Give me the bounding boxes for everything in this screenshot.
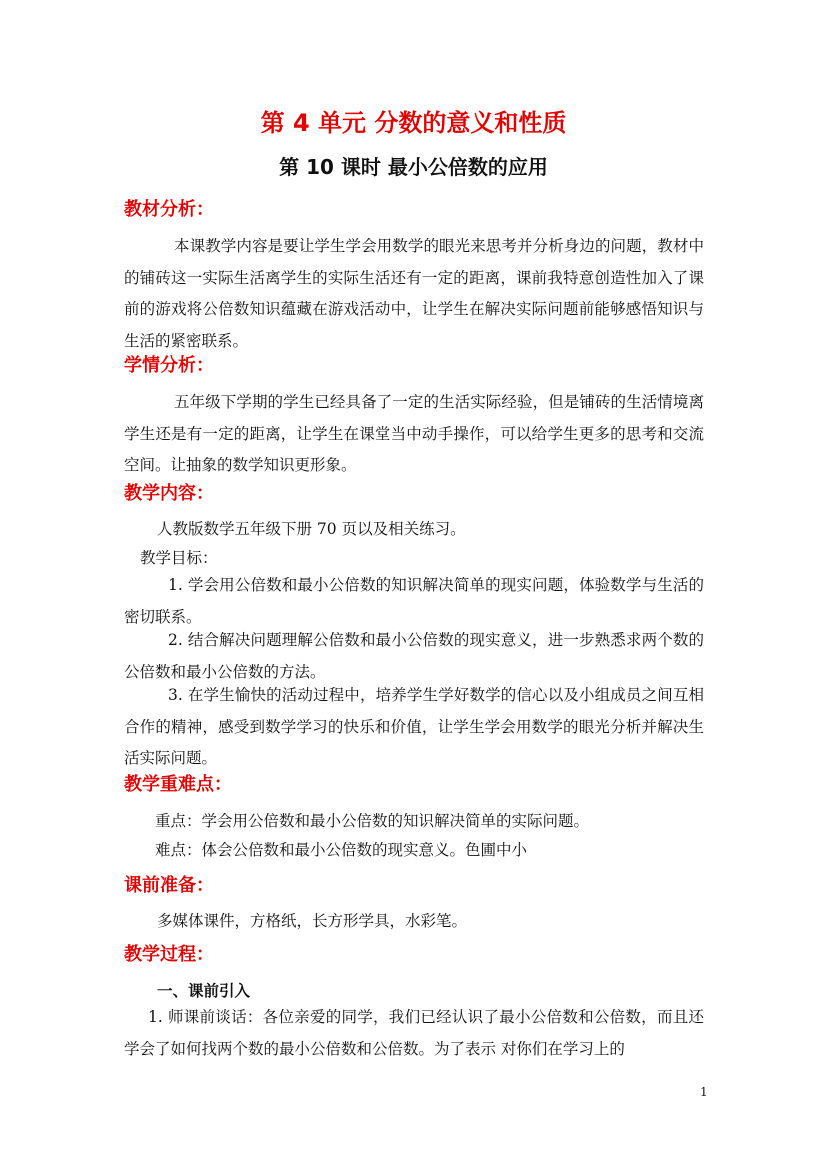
- textbook-reference: 人教版数学五年级下册 70 页以及相关练习。: [157, 520, 466, 538]
- student-analysis-text: 五年级下学期的学生已经具备了一定的生活实际经验，但是铺砖的生活情境离学生还是有一定的距离，让学生在课堂当中动手操作，可以给学生更多的思考和交流空间。让抽象的数学知识更形象。: [124, 393, 704, 474]
- material-analysis-heading: 教材分析：: [124, 199, 214, 220]
- difficult-point: 难点：体会公倍数和最小公倍数的现实意义。色圃中小: [155, 841, 528, 859]
- process-text: 1. 师课前谈话：各位亲爱的同学，我们已经认识了最小公倍数和公倍数，而且还学会了如何找两个数的最小公倍数和公倍数。为了表示 对你们在学习上的: [124, 1008, 704, 1058]
- preparation-heading: 课前准备：: [124, 875, 214, 896]
- student-analysis-heading: 学情分析：: [124, 355, 214, 376]
- goal-3: 3. 在学生愉快的活动过程中，培养学生学好数学的信心以及小组成员之间互相合作的精神，感受到数学学习的快乐和价值，让学生学会用数学的眼光分析并解决生活实际问题。: [124, 686, 704, 767]
- goal-2: 2. 结合解决问题理解公倍数和最小公倍数的现实意义，进一步熟悉求两个数的公倍数和最小公倍数的方法。: [124, 631, 704, 681]
- page-number: 1: [700, 1085, 708, 1099]
- material-analysis-text: 本课教学内容是要让学生学会用数学的眼光来思考并分析身边的问题，教材中的铺砖这一实际生活离学生的实际生活还有一定的距离，课前我特意创造性加入了课前的游戏将公倍数知识蕴藏在游戏活动中，让学生在解决实际问题前能够感悟知识与生活的紧密联系。: [124, 237, 704, 350]
- unit-title: 第 4 单元 分数的意义和性质: [260, 109, 567, 137]
- key-point: 重点：学会用公倍数和最小公倍数的知识解决简单的实际问题。: [155, 812, 590, 830]
- teaching-goals-label: 教学目标：: [140, 549, 218, 567]
- teaching-process-heading: 教学过程：: [124, 944, 214, 965]
- preparation-text: 多媒体课件，方格纸，长方形学具，水彩笔。: [157, 912, 468, 930]
- teaching-content-heading: 教学内容：: [124, 483, 214, 504]
- goal-1: 1. 学会用公倍数和最小公倍数的知识解决简单的现实问题，体验数学与生活的密切联系。: [124, 576, 704, 626]
- key-difficult-points-heading: 教学重难点：: [124, 774, 232, 795]
- process-step-1: 一、课前引入: [157, 981, 251, 1000]
- lesson-title: 第 10 课时 最小公倍数的应用: [279, 155, 548, 179]
